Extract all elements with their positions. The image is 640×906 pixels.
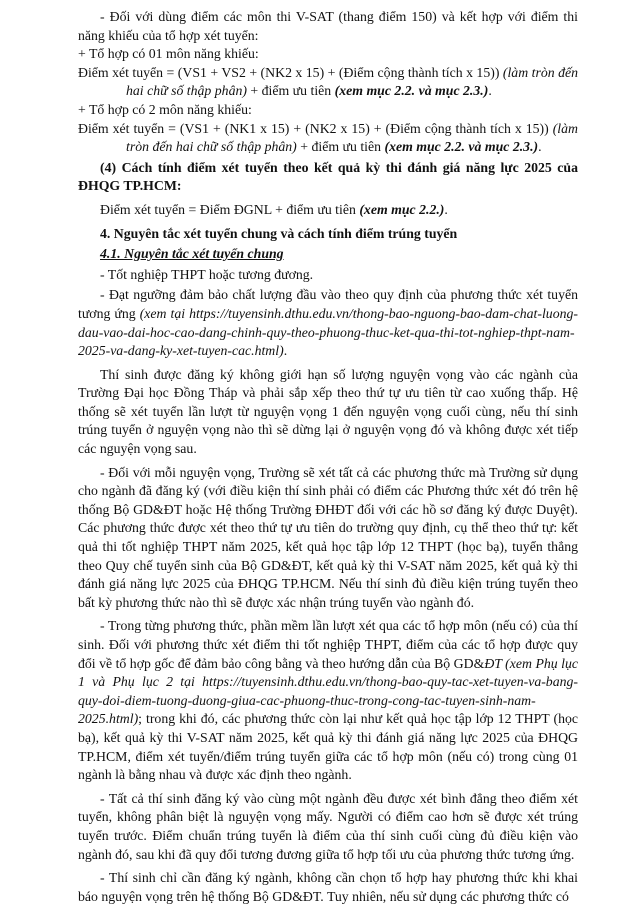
formula-dgnl: Điểm xét tuyển = Điểm ĐGNL + điểm ưu tiên (xem mục 2.2.). [100,201,448,217]
formula-one-gifted: Điểm xét tuyển = (VS1 + VS2 + (NK2 x 15) + (Điểm cộng thành tích x 15)) (làm tròn đến hai chữ số thập phân) + điểm ưu tiên (xem mục 2.2. và mục 2.3.). [78,64,578,99]
bullet-threshold: - Đạt ngưỡng đảm bảo chất lượng đầu vào theo quy định của phương thức xét tuyển tương ứng (xem tại https://tuyensinh.dthu.edu.vn/thong-bao-nguong-bao-dam-chat-luong-dau-vao-dai-hoc-cao-dang-chinh-quy-theo-phuong-thuc-ket-qua-thi-tot-nghiep-thpt-nam-2025-va-dang-ky-xet-tuyen-cac.html). [78,287,578,359]
combo-one-heading: + Tổ hợp có 01 môn năng khiếu: [78,46,259,62]
paragraph-equality: - Tất cả thí sinh đăng ký vào cùng một ngành đều được xét bình đẳng theo điểm xét tuyển, không phân biệt là nguyện vọng mấy. Người có điểm cao hơn sẽ được xét trúng tuyển trước. Điểm chuẩn trúng tuyển là điểm của thí sinh cuối cùng đủ điều kiện vào ngành đó, sau khi đã quy đổi tương đương giữa tổ hợp tối ưu của phương thức tương ứng. [78,790,578,862]
paragraph-combinations: - Trong từng phương thức, phần mềm lần lượt xét qua các tổ hợp môn (nếu có) của thí sinh. Đối với phương thức xét điểm thi tốt nghiệp THPT, điểm của các tổ hợp được quy đổi về tổ hợp gốc để đảm bảo công bằng và theo hướng dẫn của Bộ GD&ĐT (xem Phụ lục 1 và Phụ lục 2 tại https://tuyensinh.dthu.edu.vn/thong-bao-quy-tac-xet-tuyen-va-bang-quy-doi-diem-tuong-duong-giua-cac-phuong-thuc-trong-cong-tac-tuyen-sinh-nam-2025.html); trong khi đó, các phương thức còn lại như kết quả học tập lớp 12 THPT (học bạ), kết quả kỳ thi V-SAT năm 2025, kết quả kỳ thi đánh giá năng lực 2025 của ĐHQG TP.HCM, điểm xét tuyển/điểm trúng tuyển giữa các tổ hợp môn (nếu có) trong cùng 01 ngành là bằng nhau và được xác định theo ngành. [78,618,578,783]
conversion-link[interactable]: ĐT (xem Phụ lục 1 và Phụ lục 2 tại https://tuyensinh.dthu.edu.vn/thong-bao-quy-tac-xet-tuyen-va-bang-quy-doi-diem-tuong-duong-giua-cac-phuong-thuc-trong-cong-tac-tuyen-sinh-nam-2025.html) [78,655,578,727]
section-4-title: 4. Nguyên tắc xét tuyển chung và cách tính điểm trúng tuyển [100,225,458,241]
paragraph-wishes: Thí sinh được đăng ký không giới hạn số lượng nguyện vọng vào các ngành của Trường Đại học Đồng Tháp và phải sắp xếp theo thứ tự ưu tiên từ cao xuống thấp. Hệ thống sẽ xét tuyển lần lượt từ nguyện vọng 1 đến nguyện vọng cuối cùng, nếu thí sinh trúng tuyển ở nguyện vọng nào thì sẽ dừng lại ở nguyện vọng đó và không được xét tiếp các nguyện vọng sau. [78,366,578,457]
threshold-link[interactable]: (xem tại https://tuyensinh.dthu.edu.vn/thong-bao-nguong-bao-dam-chat-luong-dau-vao-dai-hoc-cao-dang-chinh-quy-theo-phuong-thuc-ket-qua-thi-tot-nghiep-thpt-nam-2025-va-dang-ky-xet-tuyen-cac.html) [78,305,578,359]
dgnl-heading: (4) Cách tính điểm xét tuyển theo kết quả kỳ thi đánh giá năng lực 2025 của ĐHQG TP.HCM: [78,159,578,194]
paragraph-registration: - Thí sinh chỉ cần đăng ký ngành, không cần chọn tổ hợp hay phương thức khi khai báo nguyện vọng trên hệ thống Bộ GD&ĐT. Tuy nhiên, nếu sử dụng các phương thức có [78,870,578,904]
vsat-intro: - Đối với dùng điểm các môn thi V-SAT (thang điểm 150) và kết hợp với điểm thi năng khiếu của tổ hợp xét tuyển: [78,9,578,43]
combo-two-heading: + Tổ hợp có 2 môn năng khiếu: [78,101,252,117]
formula-two-gifted: Điểm xét tuyển = (VS1 + (NK1 x 15) + (NK2 x 15) + (Điểm cộng thành tích x 15)) (làm tròn đến hai chữ số thập phân) + điểm ưu tiên (xem mục 2.2. và mục 2.3.). [78,120,578,155]
paragraph-methods: - Đối với mỗi nguyện vọng, Trường sẽ xét tất cả các phương thức mà Trường sử dụng cho ngành đã đăng ký (với điều kiện thí sinh phải có điểm các Phương thức xét đó trên hệ thống Bộ GD&ĐT hoặc Hệ thống Trường ĐHĐT đối với các hồ sơ đăng ký được Duyệt). Các phương thức được xét theo thứ tự ưu tiên do trường quy định, cụ thể theo thứ tự: kết quả thi tốt nghiệp THPT năm 2025, kết quả học tập lớp 12 THPT (học bạ), tuyển thẳng theo Quy chế tuyển sinh của Bộ GD&ĐT, kết quả kỳ thi V-SAT năm 2025, kết quả kỳ thi đánh giá năng lực 2025 của ĐHQG TP.HCM. Nếu thí sinh đủ điều kiện trúng tuyển theo bất kỳ phương thức nào thì sẽ được xác nhận trúng tuyển vào ngành đó. [78,464,578,610]
section-4-1-title: 4.1. Nguyên tắc xét tuyển chung [100,246,284,262]
bullet-graduation: - Tốt nghiệp THPT hoặc tương đương. [100,266,314,282]
